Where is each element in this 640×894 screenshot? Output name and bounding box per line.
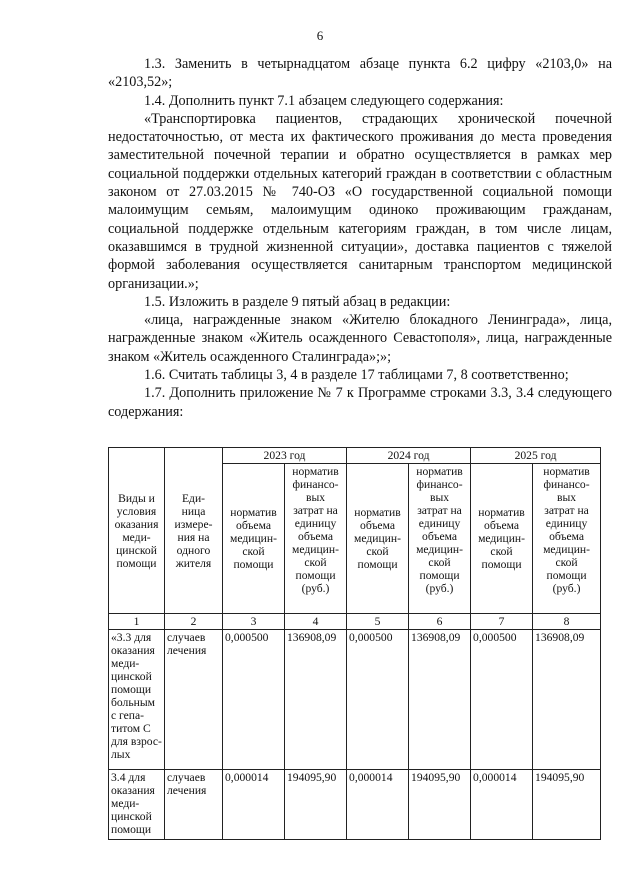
row-value: 0,000500 [223, 630, 285, 770]
paragraph-1-4: 1.4. Дополнить пункт 7.1 абзацем следующего содержания: [144, 92, 504, 109]
row-kind: 3.4 для оказания меди- цинской помощи [109, 770, 165, 840]
row-value: 0,000500 [347, 630, 409, 770]
row-value: 0,000014 [223, 770, 285, 840]
row-value: 0,000500 [471, 630, 533, 770]
header-volume-2023: норматив объема медицин- ской помощи [223, 464, 285, 614]
col-number: 2 [165, 614, 223, 630]
row-value: 194095,90 [285, 770, 347, 840]
col-number: 6 [409, 614, 471, 630]
norms-table [108, 447, 601, 840]
row-value: 136908,09 [285, 630, 347, 770]
paragraph-1-6: 1.6. Считать таблицы 3, 4 в разделе 17 таблицами 7, 8 соответственно; [144, 367, 569, 384]
header-volume-2025: норматив объема медицин- ской помощи [471, 464, 533, 614]
row-unit: случаев лечения [165, 770, 223, 840]
header-kind: Виды и условия оказания меди- цинской помощи [109, 448, 165, 614]
row-value: 0,000014 [347, 770, 409, 840]
column-number-row [109, 614, 601, 630]
paragraph-1-5: 1.5. Изложить в разделе 9 пятый абзац в редакции: [144, 293, 451, 310]
paragraph-quote-transport: «Транспортировка пациентов, страдающих хронической почечной недостаточностью, от места их фактического проживания до места проведения заместительной почечной терапии и обратно осуществляется в рамках мер социальной поддержки отдельных категорий граждан в соответствии с областным законом от 27.03.2015 № 740-ОЗ «О государственной социальной помощи малоимущим семьям, малоимущим одиноко проживающим гражданам, социальной поддержке отдельным категориям граждан, в том числе лицам, оказавшимся в трудной жизненной ситуации», доставка пациентов с тяжелой формой заболевания осуществляется санитарным транспортом медицинской организации.»; [108, 110, 612, 292]
header-unit: Еди- ница измере- ния на одного жителя [165, 448, 223, 614]
document-body [108, 55, 612, 421]
header-cost-2024: норматив финансо- вых затрат на единицу объема медицин- ской помощи (руб.) [409, 464, 471, 614]
paragraph-quote-awards: «лица, награжденные знаком «Жителю блокадного Ленинграда», лица, награжденные знаком «Житель осажденного Севастополя», лица, награжденные знаком «Житель осажденного Сталинграда»;»; [108, 312, 612, 365]
row-value: 136908,09 [533, 630, 601, 770]
header-year-2023: 2023 год [223, 448, 347, 464]
row-value: 0,000014 [471, 770, 533, 840]
col-number: 5 [347, 614, 409, 630]
paragraph-1-3: 1.3. Заменить в четырнадцатом абзаце пункта 6.2 цифру «2103,0» на «2103,52»; [108, 56, 612, 91]
header-year-2024: 2024 год [347, 448, 471, 464]
col-number: 7 [471, 614, 533, 630]
header-cost-2023: норматив финансо- вых затрат на единицу объема медицин- ской помощи (руб.) [285, 464, 347, 614]
col-number: 3 [223, 614, 285, 630]
header-year-2025: 2025 год [471, 448, 601, 464]
header-volume-2024: норматив объема медицин- ской помощи [347, 464, 409, 614]
header-cost-2025: норматив финансо- вых затрат на единицу объема медицин- ской помощи (руб.) [533, 464, 601, 614]
row-value: 194095,90 [533, 770, 601, 840]
page-number: 6 [316, 28, 324, 43]
col-number: 4 [285, 614, 347, 630]
col-number: 1 [109, 614, 165, 630]
row-value: 136908,09 [409, 630, 471, 770]
row-kind: «3.3 для оказания меди- цинской помощи больным с гепа- титом С для взрос- лых [109, 630, 165, 770]
row-value: 194095,90 [409, 770, 471, 840]
paragraph-1-7: 1.7. Дополнить приложение № 7 к Программе строками 3.3, 3.4 следующего содержания: [108, 385, 612, 420]
col-number: 8 [533, 614, 601, 630]
row-unit: случаев лечения [165, 630, 223, 770]
table-row [109, 630, 601, 770]
table-row [109, 770, 601, 840]
